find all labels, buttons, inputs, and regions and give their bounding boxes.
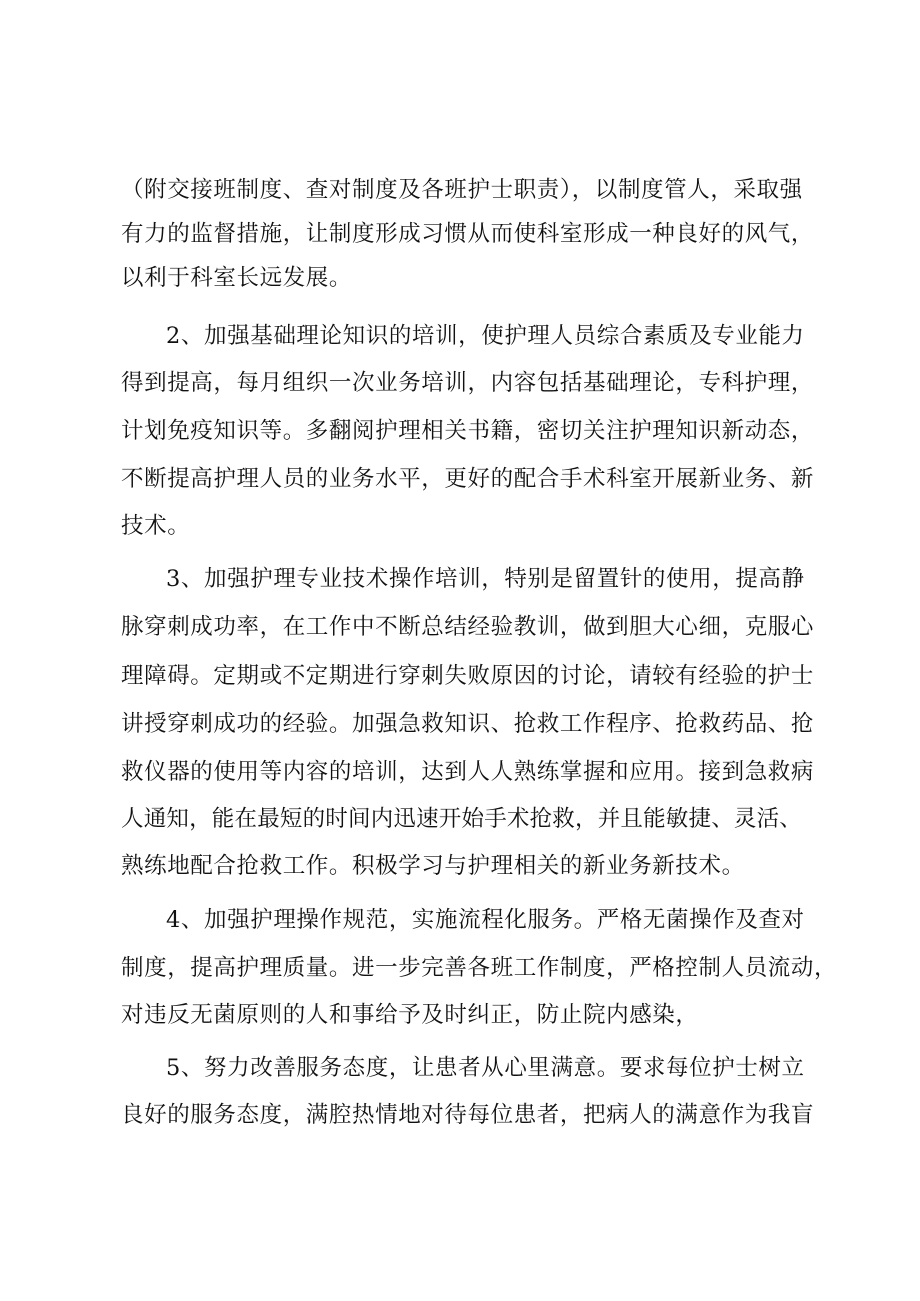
text-line: 有力的监督措施，让制度形成习惯从而使科室形成一种良好的风气， xyxy=(121,221,815,247)
text-line: 得到提高，每月组织一次业务培训，内容包括基础理论，专科护理， xyxy=(121,370,815,396)
text-line: 救仪器的使用等内容的培训，达到人人熟练掌握和应用。接到急救病 xyxy=(121,759,815,785)
text-line: 制度，提高护理质量。进一步完善各班工作制度，严格控制人员流动， xyxy=(121,955,838,981)
text-line: （附交接班制度、查对制度及各班护士职责），以制度管人，采取强 xyxy=(121,177,803,203)
text-line: 计划免疫知识等。多翻阅护理相关书籍，密切关注护理知识新动态， xyxy=(121,418,815,444)
text-line: 良好的服务态度，满腔热情地对待每位患者，把病人的满意作为我盲 xyxy=(121,1102,815,1128)
text-line: 理障碍。定期或不定期进行穿刺失败原因的讨论，请较有经验的护士 xyxy=(121,663,815,689)
text-line: 以利于科室长远发展。 xyxy=(121,265,353,291)
paragraph-2-first-line: 2、加强基础理论知识的培训，使护理人员综合素质及专业能力 xyxy=(166,323,805,349)
text-line: 对违反无菌原则的人和事给予及时纠正，防止院内感染， xyxy=(121,1002,699,1028)
paragraph-5-first-line: 5、努力改善服务态度，让患者从心里满意。要求每位护士树立 xyxy=(166,1055,805,1081)
text-line: 人通知，能在最短的时间内迅速开始手术抢救，并且能敏捷、灵活、 xyxy=(121,806,803,832)
text-line: 技术。 xyxy=(121,513,191,539)
text-line: 不断提高护理人员的业务水平，更好的配合手术科室开展新业务、新 xyxy=(121,466,815,492)
paragraph-4-first-line: 4、加强护理操作规范，实施流程化服务。严格无菌操作及查对 xyxy=(166,907,805,933)
paragraph-3-first-line: 3、加强护理专业技术操作培训，特别是留置针的使用，提高静 xyxy=(166,566,805,592)
text-line: 熟练地配合抢救工作。积极学习与护理相关的新业务新技术。 xyxy=(121,853,745,879)
text-line: 脉穿刺成功率，在工作中不断总结经验教训，做到胆大心细，克服心 xyxy=(121,614,815,640)
text-line: 讲授穿刺成功的经验。加强急救知识、抢救工作程序、抢救药品、抢 xyxy=(121,711,815,737)
